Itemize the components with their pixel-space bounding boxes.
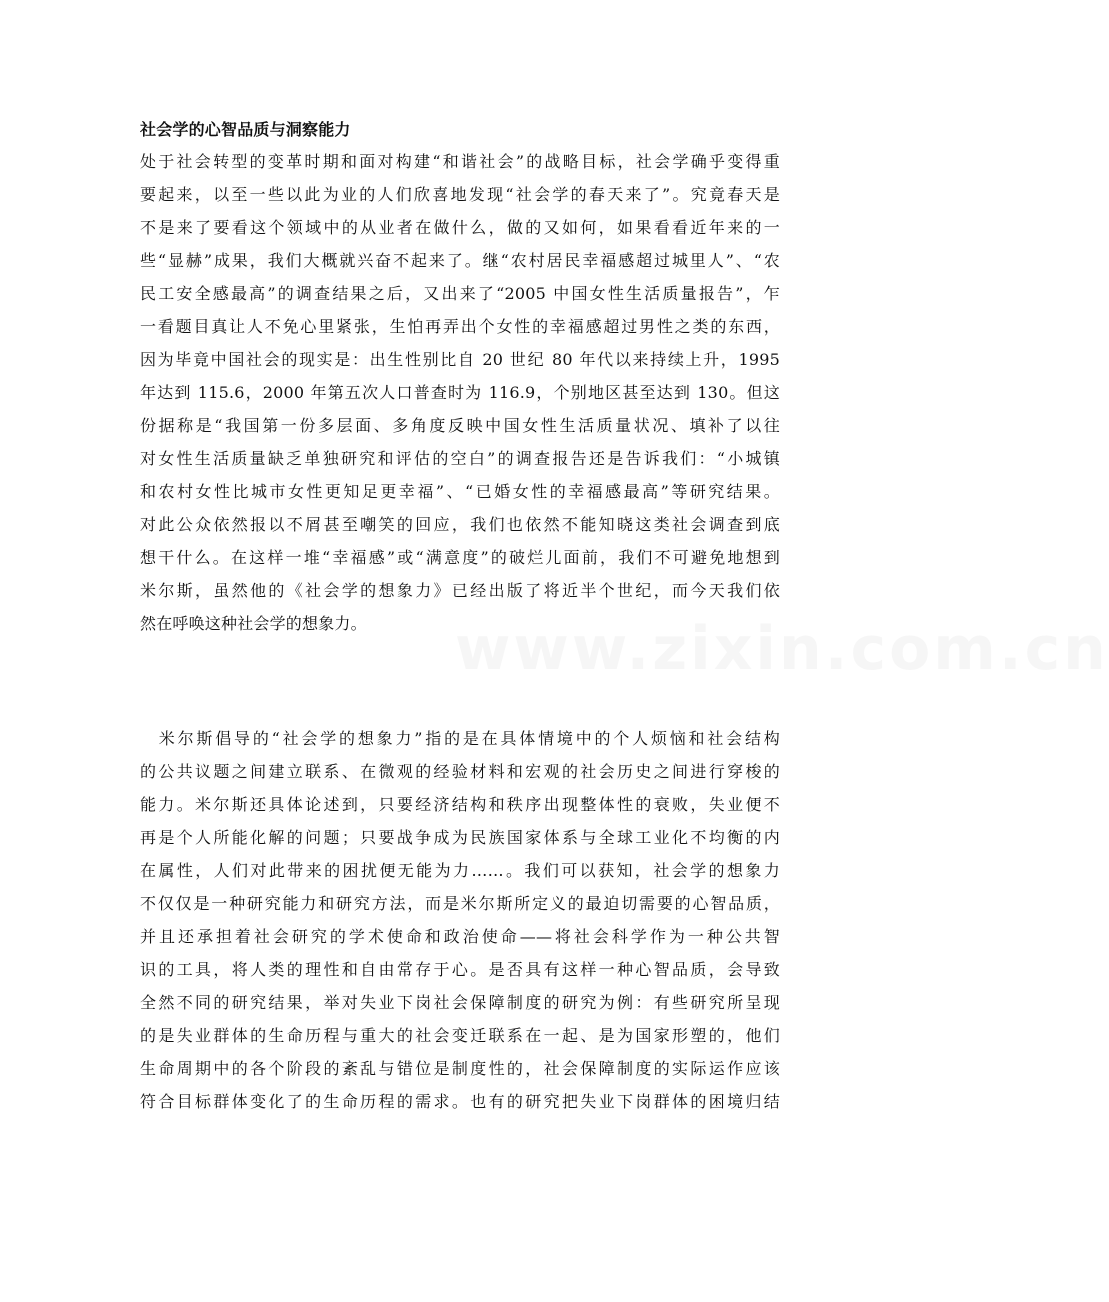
paragraph2-line: 识的工具，将人类的理性和自由常存于心。是否具有这样一种心智品质，会导致: [140, 960, 780, 979]
document-title: 社会学的心智品质与洞察能力: [140, 120, 351, 139]
paragraph1-line: 和农村女性比城市女性更知足更幸福”、“已婚女性的幸福感最高”等研究结果。: [140, 482, 780, 501]
paragraph1-line: 份据称是“我国第一份多层面、多角度反映中国女性生活质量状况、填补了以往: [140, 416, 780, 435]
watermark-text: www.zixin.com.cn: [455, 614, 1109, 684]
paragraph2-line: 生命周期中的各个阶段的紊乱与错位是制度性的，社会保障制度的实际运作应该: [140, 1059, 780, 1078]
paragraph1-line: 想干什么。在这样一堆“幸福感”或“满意度”的破烂儿面前，我们不可避免地想到: [140, 548, 780, 567]
paragraph1-line: 要起来，以至一些以此为业的人们欣喜地发现“社会学的春天来了”。究竟春天是: [140, 185, 780, 204]
paragraph1-line: 因为毕竟中国社会的现实是：出生性别比自 20 世纪 80 年代以来持续上升，1995: [140, 350, 780, 369]
paragraph2-line: 符合目标群体变化了的生命历程的需求。也有的研究把失业下岗群体的困境归结: [140, 1092, 780, 1111]
paragraph1-line: 然在呼唤这种社会学的想象力。: [140, 614, 367, 633]
paragraph2-line: 在属性，人们对此带来的困扰便无能为力……。我们可以获知，社会学的想象力: [140, 861, 780, 880]
paragraph2-line: 再是个人所能化解的问题；只要战争成为民族国家体系与全球工业化不均衡的内: [140, 828, 780, 847]
paragraph2-line: 能力。米尔斯还具体论述到，只要经济结构和秩序出现整体性的衰败，失业便不: [140, 795, 780, 814]
paragraph1-line: 些“显赫”成果，我们大概就兴奋不起来了。继“农村居民幸福感超过城里人”、“农: [140, 251, 780, 270]
paragraph1-line: 对女性生活质量缺乏单独研究和评估的空白”的调查报告还是告诉我们：“小城镇: [140, 449, 780, 468]
paragraph2-line: 的公共议题之间建立联系、在微观的经验材料和宏观的社会历史之间进行穿梭的: [140, 762, 780, 781]
paragraph2-line: 的是失业群体的生命历程与重大的社会变迁联系在一起、是为国家形塑的，他们: [140, 1026, 780, 1045]
paragraph2-line: 并且还承担着社会研究的学术使命和政治使命——将社会科学作为一种公共智: [140, 927, 780, 946]
paragraph1-line: 民工安全感最高”的调查结果之后，又出来了“2005 中国女性生活质量报告”，乍: [140, 284, 780, 303]
paragraph2-line: 全然不同的研究结果，举对失业下岗社会保障制度的研究为例：有些研究所呈现: [140, 993, 780, 1012]
paragraph1-line: 一看题目真让人不免心里紧张，生怕再弄出个女性的幸福感超过男性之类的东西，: [140, 317, 780, 336]
paragraph1-line: 不是来了要看这个领域中的从业者在做什么，做的又如何，如果看看近年来的一: [140, 218, 780, 237]
paragraph1-line: 年达到 115.6，2000 年第五次人口普查时为 116.9，个别地区甚至达到 130。但这: [140, 383, 780, 402]
paragraph1-line: 对此公众依然报以不屑甚至嘲笑的回应，我们也依然不能知晓这类社会调查到底: [140, 515, 780, 534]
paragraph2-line: 不仅仅是一种研究能力和研究方法，而是米尔斯所定义的最迫切需要的心智品质，: [140, 894, 780, 913]
paragraph2-line: 米尔斯倡导的“社会学的想象力”指的是在具体情境中的个人烦恼和社会结构: [140, 729, 780, 748]
paragraph1-line: 米尔斯，虽然他的《社会学的想象力》已经出版了将近半个世纪，而今天我们依: [140, 581, 780, 600]
paragraph1-line: 处于社会转型的变革时期和面对构建“和谐社会”的战略目标，社会学确乎变得重: [140, 152, 780, 171]
